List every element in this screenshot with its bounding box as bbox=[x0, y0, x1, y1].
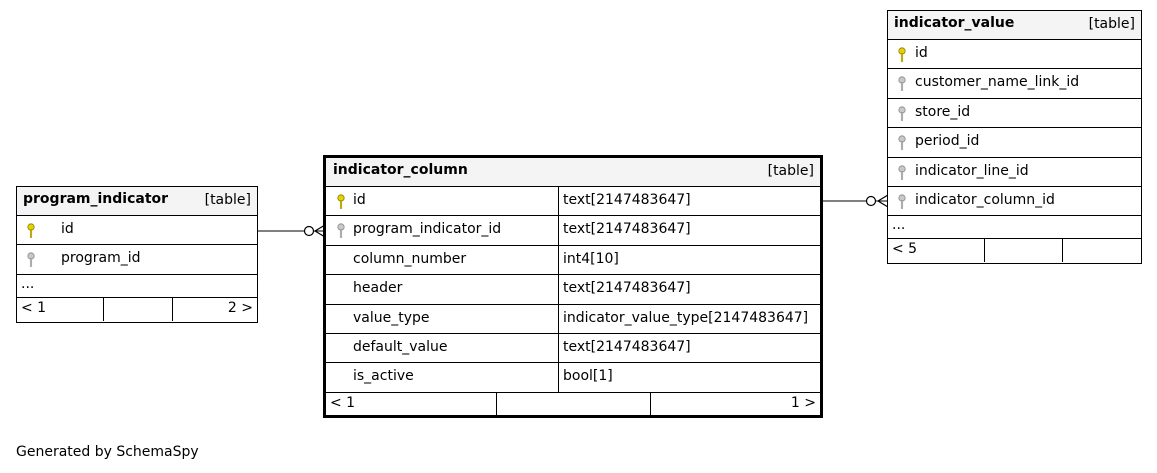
column-type: text[2147483647] bbox=[563, 280, 691, 297]
column-row[interactable] bbox=[326, 363, 820, 392]
table-header bbox=[17, 187, 257, 216]
column-row[interactable] bbox=[326, 305, 820, 334]
primary-key-icon bbox=[337, 194, 345, 210]
column-row[interactable] bbox=[888, 158, 1141, 187]
foreign-key-icon bbox=[337, 223, 345, 239]
foreign-key-icon bbox=[27, 252, 35, 268]
column-row[interactable] bbox=[326, 216, 820, 245]
column-row[interactable] bbox=[17, 216, 257, 245]
column-row[interactable] bbox=[888, 69, 1141, 98]
table-indicator-column[interactable] bbox=[323, 155, 823, 418]
column-row[interactable] bbox=[888, 99, 1141, 128]
parents-count[interactable]: < 1 bbox=[330, 394, 356, 411]
table-kind: [table] bbox=[1088, 16, 1135, 32]
column-name: store_id bbox=[915, 103, 971, 120]
table-name[interactable]: program_indicator bbox=[23, 191, 169, 207]
column-name: value_type bbox=[353, 309, 430, 326]
table-header bbox=[326, 158, 820, 187]
column-name: indicator_column_id bbox=[915, 191, 1055, 208]
foreign-key-icon bbox=[898, 194, 906, 210]
column-type: bool[1] bbox=[563, 368, 613, 385]
primary-key-icon bbox=[898, 47, 906, 63]
table-indicator-value[interactable] bbox=[887, 10, 1142, 264]
table-name[interactable]: indicator_column bbox=[333, 162, 468, 178]
more-columns-ellipsis: ... bbox=[888, 216, 1141, 239]
column-type: text[2147483647] bbox=[563, 338, 691, 355]
column-name: id bbox=[61, 221, 74, 237]
table-program-indicator[interactable] bbox=[16, 186, 258, 323]
primary-key-icon bbox=[27, 223, 35, 239]
column-row[interactable] bbox=[326, 275, 820, 304]
table-footer bbox=[888, 239, 1141, 262]
column-row[interactable] bbox=[326, 246, 820, 275]
table-name[interactable]: indicator_value bbox=[894, 15, 1015, 31]
table-footer bbox=[17, 298, 257, 321]
column-row[interactable] bbox=[17, 245, 257, 274]
column-row[interactable] bbox=[888, 128, 1141, 157]
column-name: header bbox=[353, 280, 403, 297]
column-name: default_value bbox=[353, 338, 448, 355]
column-name: id bbox=[353, 192, 366, 208]
foreign-key-icon bbox=[898, 76, 906, 92]
table-header bbox=[888, 11, 1141, 40]
column-name: indicator_line_id bbox=[915, 162, 1029, 179]
parents-count[interactable]: < 1 bbox=[21, 299, 47, 316]
table-kind: [table] bbox=[767, 163, 814, 179]
children-count[interactable]: 1 > bbox=[790, 394, 816, 411]
column-name: program_id bbox=[61, 250, 141, 267]
more-columns-ellipsis: ... bbox=[17, 275, 257, 298]
column-row[interactable] bbox=[326, 334, 820, 363]
column-type: text[2147483647] bbox=[563, 192, 691, 208]
relationship-program-indicator-to-indicator-column bbox=[258, 225, 325, 237]
foreign-key-icon bbox=[898, 106, 906, 122]
column-row[interactable] bbox=[888, 40, 1141, 69]
column-name: period_id bbox=[915, 133, 980, 150]
column-row[interactable] bbox=[326, 187, 820, 216]
generated-by-label: Generated by SchemaSpy bbox=[16, 444, 199, 460]
column-name: id bbox=[915, 45, 928, 61]
relationship-indicator-column-to-indicator-value bbox=[822, 195, 888, 207]
table-kind: [table] bbox=[204, 192, 251, 208]
column-type: indicator_value_type[2147483647] bbox=[563, 309, 809, 326]
foreign-key-icon bbox=[898, 165, 906, 181]
table-footer bbox=[326, 393, 820, 416]
children-count[interactable]: 2 > bbox=[227, 299, 253, 316]
column-name: customer_name_link_id bbox=[915, 74, 1080, 91]
foreign-key-icon bbox=[898, 135, 906, 151]
column-type: int4[10] bbox=[563, 250, 619, 267]
column-name: column_number bbox=[353, 250, 467, 267]
column-row[interactable] bbox=[888, 187, 1141, 216]
column-name: is_active bbox=[353, 368, 414, 385]
parents-count[interactable]: < 5 bbox=[892, 241, 918, 258]
column-type: text[2147483647] bbox=[563, 221, 691, 238]
column-name: program_indicator_id bbox=[353, 221, 502, 238]
